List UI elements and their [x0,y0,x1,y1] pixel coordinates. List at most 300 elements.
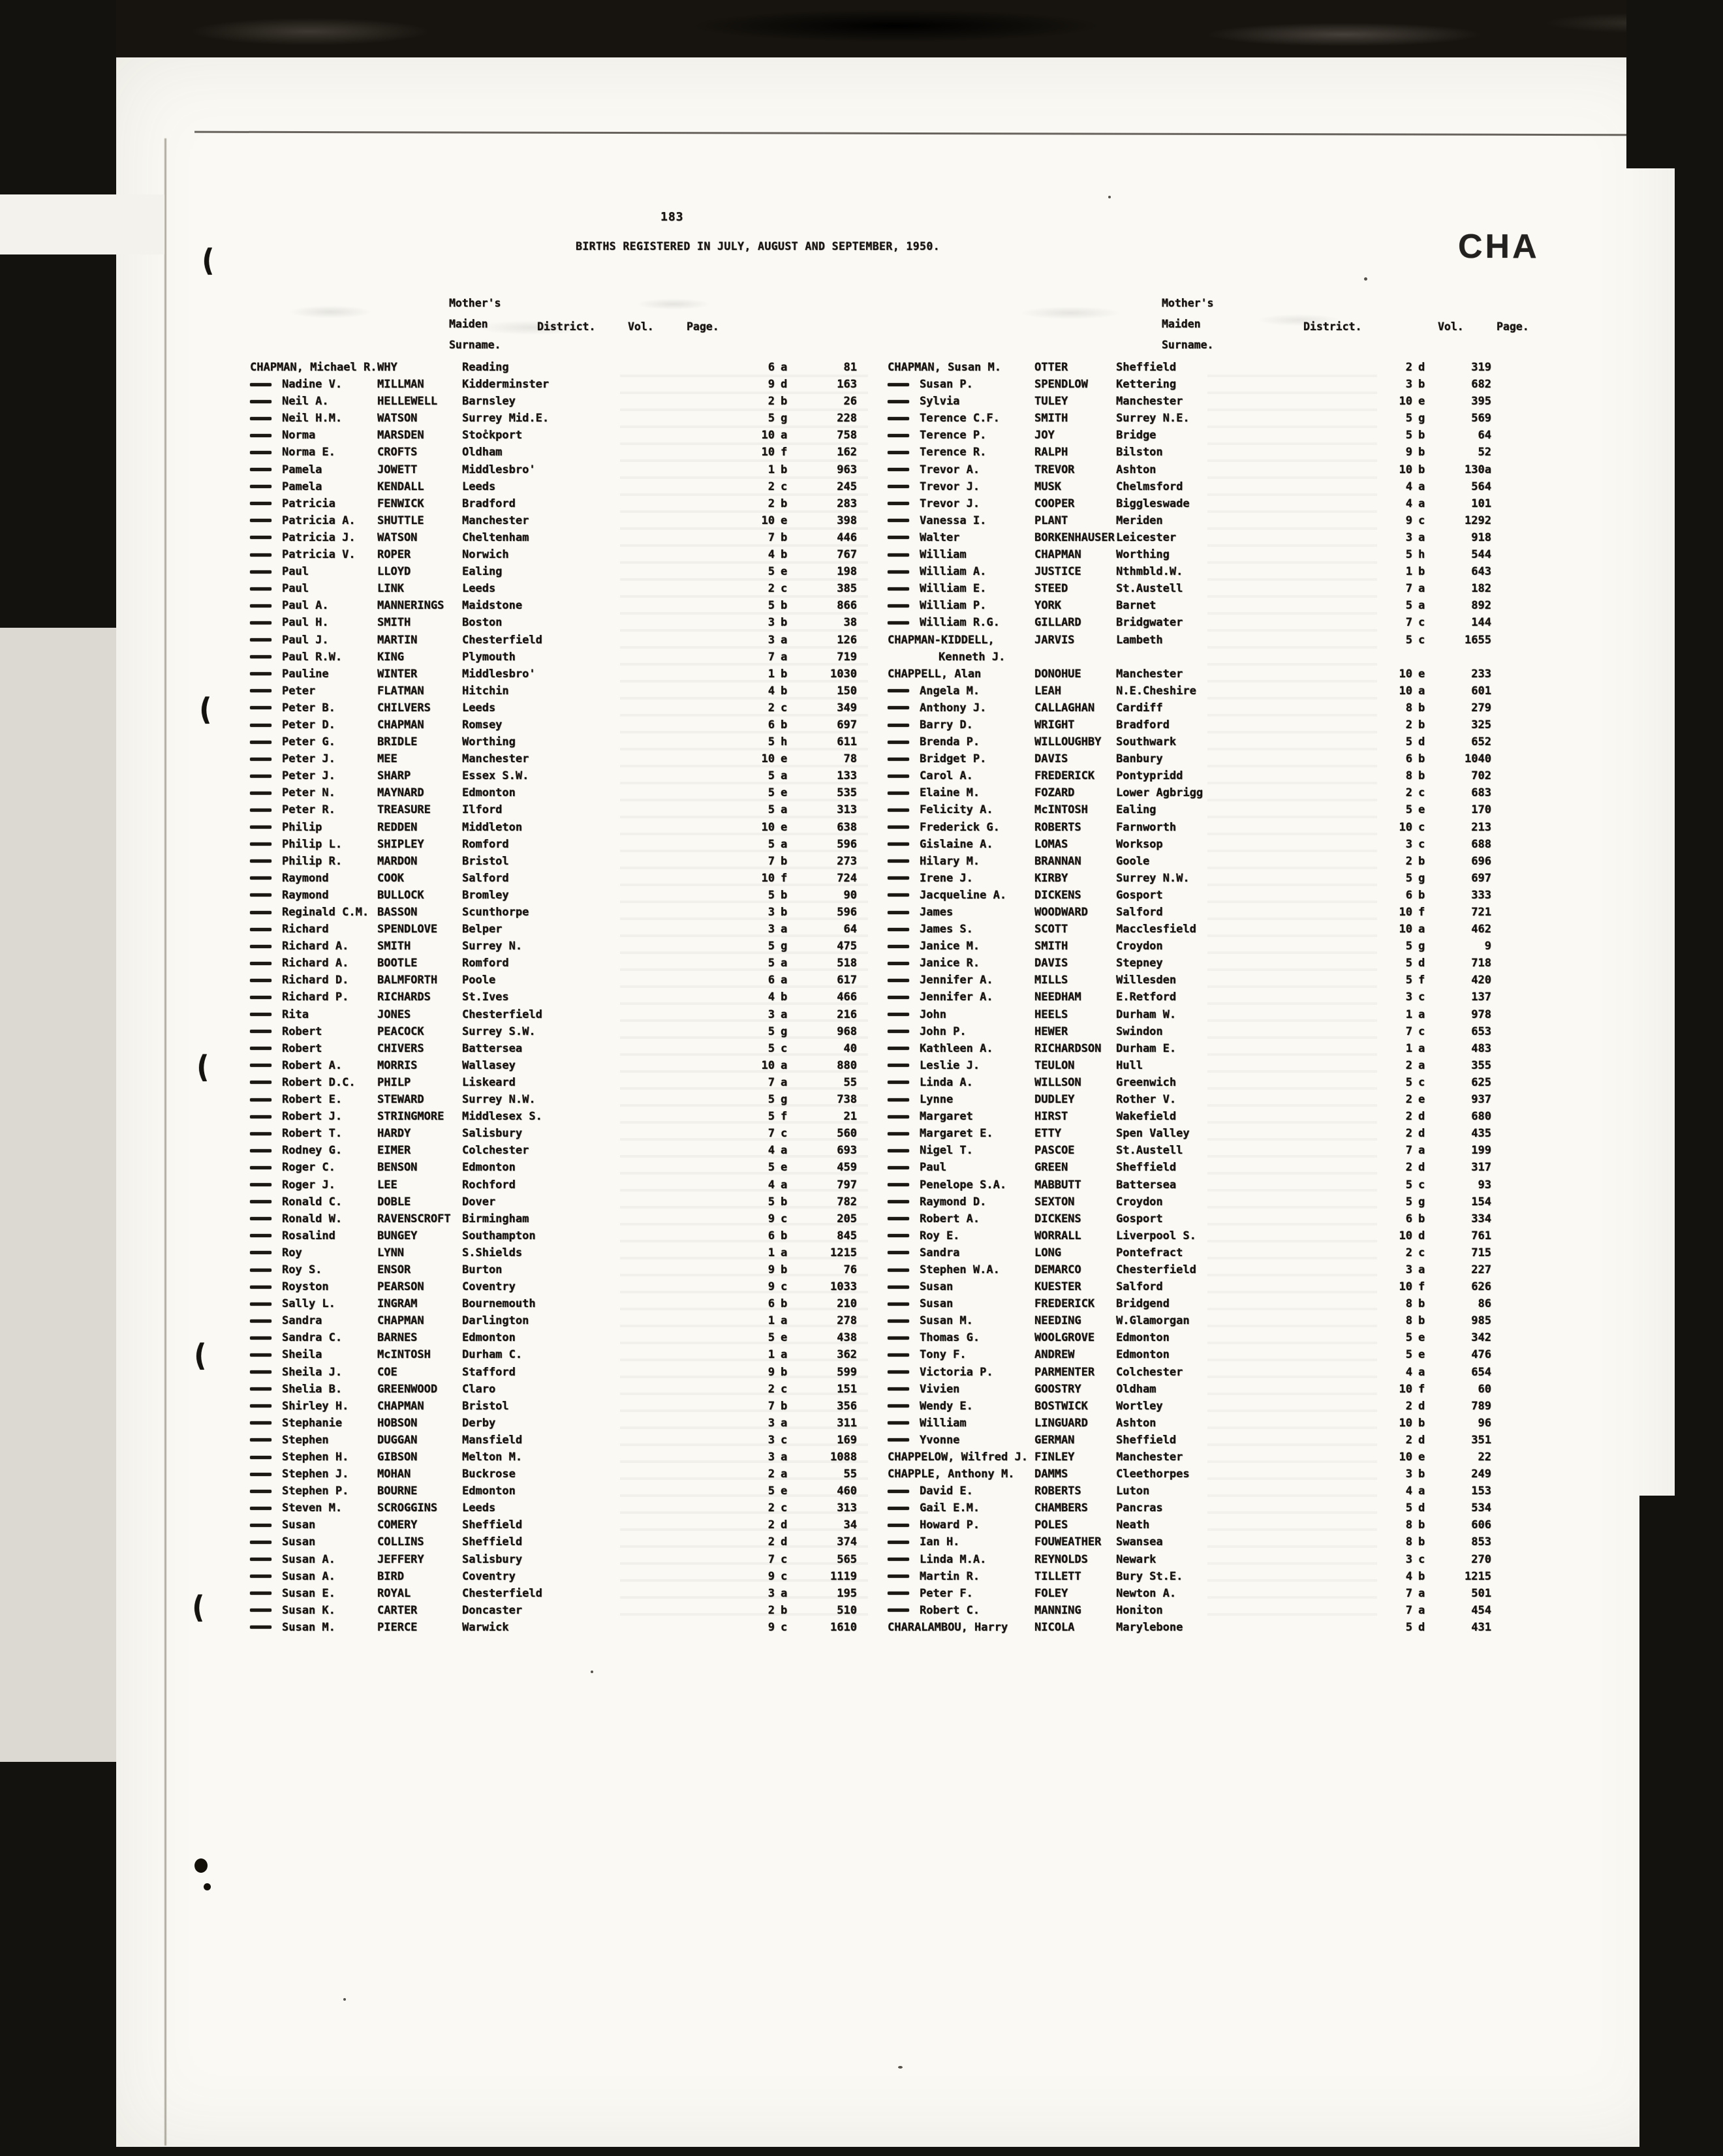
ditto-dash [888,887,920,904]
entry-maiden-surname: NICOLA [1034,1620,1075,1634]
entry-maiden-surname: SEXTON [1034,1195,1075,1209]
table-row [250,495,857,512]
entry-vol-letter: e [1418,667,1425,681]
entry-name: Paul R.W. [282,650,343,664]
ditto-dash [250,1194,282,1210]
table-row [250,836,857,853]
ditto-dash-mark [250,655,272,658]
entry-page-number: 1610 [830,1620,857,1634]
entry-page-number: 153 [1471,1485,1491,1498]
entry-district: Surrey S.W. [462,1024,536,1038]
entry-name: Bridget P. [920,752,987,766]
entry-vol-number: 9 [768,1280,775,1294]
entry-name: Walter [920,531,960,544]
entry-name: Nadine V. [282,378,343,392]
entry-vol-letter: a [781,769,788,783]
entry-maiden-surname: JARVIS [1034,633,1075,647]
table-row [888,700,1491,716]
ditto-dash-mark [888,928,909,931]
entry-vol-number: 3 [768,1586,775,1600]
index-column-left [250,359,857,1636]
entry-page-number: 133 [837,769,857,783]
entry-page-number: 599 [837,1365,857,1379]
entry-vol-letter: d [1418,1110,1425,1124]
table-row [250,393,857,410]
entry-page-number: 170 [1471,803,1491,817]
ditto-dash-mark [888,536,909,539]
entry-district: Edmonton [1116,1331,1170,1345]
ditto-dash-mark [888,1592,909,1595]
entry-district: Spen Valley [1116,1127,1190,1141]
entry-name: Frederick G. [920,820,1000,834]
entry-district: Derby [462,1416,496,1430]
entry-name: Roy S. [282,1263,322,1276]
entry-maiden-surname: DUDLEY [1034,1093,1075,1107]
ditto-dash [250,632,282,649]
ditto-dash-mark [250,1456,272,1459]
entry-maiden-surname: MANNING [1034,1603,1081,1617]
entry-district: Wallasey [462,1058,516,1072]
entry-vol-number: 5 [768,888,775,902]
entry-vol-number: 7 [1405,1603,1412,1617]
entry-vol-letter: a [1418,1603,1425,1617]
table-row [250,359,857,376]
entry-maiden-surname: DOBLE [377,1195,411,1209]
entry-vol-letter: c [781,1502,788,1515]
table-row [250,972,857,989]
table-row [250,1295,857,1312]
entry-district: Wakefield [1116,1110,1177,1124]
ditto-dash [250,1125,282,1142]
table-row [250,716,857,733]
ditto-dash-mark [250,724,272,727]
ditto-dash-mark [888,945,909,948]
speck [343,1998,346,2001]
entry-vol-number: 4 [1405,1569,1412,1583]
entry-maiden-surname: FENWICK [377,497,424,510]
entry-vol-letter: a [781,633,788,647]
entry-maiden-surname: SPENDLOW [1034,378,1088,392]
entry-name: Jacqueline A. [920,888,1007,902]
table-row [888,733,1491,750]
entry-vol-letter: d [1418,957,1425,970]
ditto-dash [888,1142,920,1159]
entry-vol-number: 9 [768,378,775,392]
table-row [250,1602,857,1619]
entry-vol-letter: e [781,1331,788,1345]
entry-vol-number: 7 [1405,1144,1412,1158]
ditto-dash [250,1244,282,1261]
ditto-dash [888,1415,920,1432]
entry-name: Angela M. [920,684,980,698]
ditto-dash [250,921,282,938]
entry-name: Robert T. [282,1127,343,1141]
ditto-dash-mark [888,1507,909,1510]
entry-maiden-surname: SHIPLEY [377,837,424,851]
entry-name: Paul [920,1161,946,1175]
ditto-dash-mark [888,1558,909,1561]
ditto-dash [250,989,282,1006]
entry-page-number: 501 [1471,1586,1491,1600]
ditto-dash [250,410,282,427]
entry-page-number: 144 [1471,616,1491,630]
ditto-dash [888,683,920,700]
ditto-dash-mark [888,962,909,965]
entry-maiden-surname: BORKENHAUSER [1034,531,1115,544]
ditto-dash [888,461,920,478]
entry-name: Susan P. [920,378,973,392]
entry-maiden-surname: FOZARD [1034,786,1075,800]
entry-name: Susan [920,1280,954,1294]
entry-district: Manchester [1116,667,1183,681]
entry-vol-letter: b [781,497,788,510]
ditto-dash [250,1312,282,1329]
ditto-dash [250,563,282,580]
table-row [888,1057,1491,1074]
ditto-dash [888,1091,920,1108]
entry-name: William P. [920,599,987,613]
entry-vol-number: 4 [1405,1485,1412,1498]
entry-vol-number: 3 [1405,1468,1412,1481]
entry-name: Tony F. [920,1348,967,1362]
ditto-dash [888,1517,920,1533]
entry-vol-number: 3 [1405,991,1412,1004]
entry-name: Peter F. [920,1586,973,1600]
binder-mark-icon: ( [196,1049,209,1085]
ditto-dash [888,1227,920,1244]
entry-district: Salford [1116,1280,1163,1294]
entry-vol-letter: a [1418,1263,1425,1276]
entry-vol-letter: a [781,1246,788,1259]
ditto-dash [250,1295,282,1312]
entry-district: Middlesbro' [462,667,536,681]
index-column-right [888,359,1491,1636]
ditto-dash-mark [888,1541,909,1544]
entry-vol-number: 5 [768,1093,775,1107]
entry-district: Liskeard [462,1075,516,1089]
ditto-dash-mark [888,1353,909,1357]
entry-maiden-surname: SCROGGINS [377,1502,438,1515]
scan-border-left-mid [0,254,116,628]
entry-vol-number: 5 [768,1041,775,1055]
entry-vol-letter: b [1418,1468,1425,1481]
entry-maiden-surname: COLLINS [377,1535,424,1549]
entry-page-number: 228 [837,412,857,425]
ditto-dash [250,444,282,461]
entry-vol-number: 2 [1405,1110,1412,1124]
ditto-dash-mark [250,621,272,624]
entry-maiden-surname: BARNES [377,1331,418,1345]
entry-maiden-surname: CHAMBERS [1034,1502,1088,1515]
entry-page-number: 199 [1471,1144,1491,1158]
ditto-dash [888,580,920,597]
table-row [250,1551,857,1568]
ditto-dash [250,580,282,597]
entry-maiden-surname: HOBSON [377,1416,418,1430]
entry-page-number: 283 [837,497,857,510]
entry-district: Barnet [1116,599,1156,613]
table-row [250,801,857,818]
ditto-dash-mark [250,1438,272,1441]
entry-page-number: 60 [1478,1382,1491,1396]
entry-page-number: 210 [837,1297,857,1311]
entry-maiden-surname: INGRAM [377,1297,418,1311]
entry-vol-number: 10 [1399,684,1412,698]
table-row [888,1551,1491,1568]
entry-vol-letter: e [1418,395,1425,408]
table-row [888,427,1491,444]
entry-vol-letter: d [1418,1620,1425,1634]
table-row [888,1227,1491,1244]
entry-name: Robert A. [920,1212,980,1225]
entry-vol-letter: b [1418,429,1425,442]
entry-name: Paul A. [282,599,329,613]
table-row [250,1006,857,1023]
entry-page-number: 38 [843,616,857,630]
entry-vol-letter: f [781,446,788,459]
entry-district: Gosport [1116,1212,1163,1225]
entry-name: Rita [282,1008,309,1021]
ditto-dash [888,1346,920,1363]
entry-vol-number: 7 [768,650,775,664]
entry-vol-number: 5 [768,1331,775,1345]
table-row [250,1227,857,1244]
ditto-dash [250,1533,282,1550]
entry-district: Bridgwater [1116,616,1183,630]
entry-maiden-surname: MAYNARD [377,786,424,800]
entry-vol-letter: b [1418,463,1425,476]
table-row [888,1142,1491,1159]
entry-district: N.E.Cheshire [1116,684,1196,698]
ditto-dash-mark [888,1319,909,1323]
ditto-dash [888,1159,920,1176]
ditto-dash [250,1159,282,1176]
table-row [888,580,1491,597]
ditto-dash [250,904,282,921]
ditto-dash-mark [250,1387,272,1391]
entry-page-number: 313 [837,803,857,817]
entry-vol-number: 2 [1405,718,1412,732]
entry-maiden-surname: FREDERICK [1034,769,1095,783]
ditto-dash-mark [250,1625,272,1629]
entry-vol-number: 2 [768,1518,775,1532]
entry-district: Edmonton [462,1485,516,1498]
ditto-dash [250,427,282,444]
entry-vol-number: 3 [1405,837,1412,851]
ditto-dash [250,1006,282,1023]
entry-vol-number: 3 [768,906,775,919]
ditto-dash [888,563,920,580]
entry-name: Gislaine A. [920,837,993,851]
entry-maiden-surname: KIRBY [1034,871,1068,885]
table-row [888,1364,1491,1381]
entry-name: CHARALAMBOU, Harry [888,1620,1008,1634]
entry-district: Essex S.W. [462,769,529,783]
entry-vol-number: 5 [768,1161,775,1175]
table-row [250,1261,857,1278]
ditto-dash-mark [250,859,272,863]
entry-name: Royston [282,1280,329,1294]
entry-vol-letter: c [1418,1024,1425,1038]
entry-vol-number: 5 [1405,429,1412,442]
entry-district: Bradford [1116,718,1170,732]
entry-vol-number: 10 [1399,1451,1412,1464]
ditto-dash [250,512,282,529]
ditto-dash [888,1023,920,1040]
entry-name: Neil H.M. [282,412,343,425]
entry-district: Cheltenham [462,531,529,544]
entry-vol-letter: g [1418,940,1425,953]
entry-name: Paul [282,565,309,579]
ditto-dash-mark [250,1286,272,1289]
entry-district: Salisbury [462,1552,523,1566]
entry-name: Stephen [282,1433,329,1447]
entry-name: Raymond [282,871,329,885]
entry-page-number: 789 [1471,1399,1491,1413]
entry-district: Lower Agbrigg [1116,786,1203,800]
col-header-page: Page. [1497,320,1529,333]
ditto-dash [250,1177,282,1194]
entry-vol-number: 2 [1405,1161,1412,1175]
entry-district: Manchester [1116,395,1183,408]
entry-vol-letter: b [781,1195,788,1209]
ditto-dash [888,750,920,767]
entry-vol-letter: c [781,1620,788,1634]
entry-maiden-surname: WATSON [377,412,418,425]
entry-vol-number: 9 [768,1212,775,1225]
ditto-dash [250,1449,282,1466]
entry-page-number: 385 [837,582,857,596]
entry-name: David E. [920,1485,973,1498]
entry-vol-letter: a [781,1451,788,1464]
table-row [250,1533,857,1550]
ditto-dash-mark [888,417,909,420]
entry-vol-number: 10 [761,446,775,459]
table-row [888,1108,1491,1125]
entry-name: Philip L. [282,837,343,851]
ink-blot [194,1858,208,1873]
ditto-dash [250,700,282,716]
entry-vol-letter: c [1418,1178,1425,1192]
entry-page-number: 446 [837,531,857,544]
entry-page-number: 892 [1471,599,1491,613]
ditto-dash [250,478,282,495]
entry-vol-number: 5 [768,786,775,800]
entry-district: Honiton [1116,1603,1163,1617]
entry-vol-letter: b [781,463,788,476]
entry-page-number: 93 [1478,1178,1491,1192]
entry-maiden-surname: GOOSTRY [1034,1382,1081,1396]
entry-name: Gail E.M. [920,1502,980,1515]
entry-vol-letter: a [781,837,788,851]
table-row [250,1142,857,1159]
ditto-dash-mark [888,1404,909,1408]
entry-district: Leeds [462,480,496,493]
entry-page-number: 476 [1471,1348,1491,1362]
entry-page-number: 738 [837,1093,857,1107]
ditto-dash [250,1329,282,1346]
entry-maiden-surname: BULLOCK [377,888,424,902]
entry-maiden-surname: SMITH [377,940,411,953]
ditto-dash [888,784,920,801]
scan-border-right-top-wedge [1626,0,1723,168]
table-row [888,784,1491,801]
entry-name: Leslie J. [920,1058,980,1072]
entry-vol-letter: a [781,803,788,817]
entry-maiden-surname: NEEDHAM [1034,991,1081,1004]
entry-district: Leeds [462,1502,496,1515]
ditto-dash [888,921,920,938]
entry-vol-number: 9 [768,1263,775,1276]
entry-district: Rother V. [1116,1093,1177,1107]
entry-page-number: 438 [837,1331,857,1345]
ditto-dash-mark [250,1524,272,1527]
entry-district: Warwick [462,1620,509,1634]
ditto-dash-mark [888,1200,909,1203]
entry-name: William E. [920,582,987,596]
table-row [888,767,1491,784]
ditto-dash [888,767,920,784]
entry-district: Sheffield [1116,361,1177,374]
entry-vol-number: 2 [1405,854,1412,868]
ditto-dash-mark [888,570,909,574]
entry-name: Sally L. [282,1297,335,1311]
entry-name: Neil A. [282,395,329,408]
entry-vol-number: 10 [1399,1416,1412,1430]
entry-district: Birmingham [462,1212,529,1225]
entry-page-number: 216 [837,1008,857,1021]
ditto-dash-mark [888,1370,909,1374]
ditto-dash [888,955,920,972]
entry-vol-number: 10 [1399,667,1412,681]
table-row [888,444,1491,461]
table-row [250,887,857,904]
entry-district: Maidstone [462,599,523,613]
entry-maiden-surname: JUSTICE [1034,565,1081,579]
entry-name: Paul J. [282,633,329,647]
table-row [888,750,1491,767]
ditto-dash-mark [888,1387,909,1391]
entry-maiden-surname: SCOTT [1034,923,1068,936]
entry-page-number: 333 [1471,888,1491,902]
ditto-dash [888,427,920,444]
entry-maiden-surname: SHARP [377,769,411,783]
entry-district: Salford [1116,906,1163,919]
entry-district: Surrey N.W. [462,1093,536,1107]
entry-page-number: 518 [837,957,857,970]
entry-maiden-surname: PIERCE [377,1620,418,1634]
ditto-dash [888,1483,920,1500]
entry-maiden-surname: MARTIN [377,633,418,647]
entry-district: Leeds [462,701,496,715]
entry-name: CHAPMAN-KIDDELL, [888,633,995,647]
entry-maiden-surname: KING [377,650,404,664]
table-row [888,632,1491,649]
entry-vol-letter: b [1418,1416,1425,1430]
table-row [250,1449,857,1466]
ditto-dash [250,733,282,750]
entry-district: Liverpool S. [1116,1229,1196,1242]
ditto-dash-mark [888,434,909,437]
entry-name: Irene J. [920,871,973,885]
entry-vol-letter: b [1418,854,1425,868]
entry-name: Stephen J. [282,1468,349,1481]
table-row [888,904,1491,921]
entry-maiden-surname: BOOTLE [377,957,418,970]
ditto-dash-mark [250,1234,272,1237]
entry-district: Bridgend [1116,1297,1170,1311]
entry-name: James S. [920,923,973,936]
